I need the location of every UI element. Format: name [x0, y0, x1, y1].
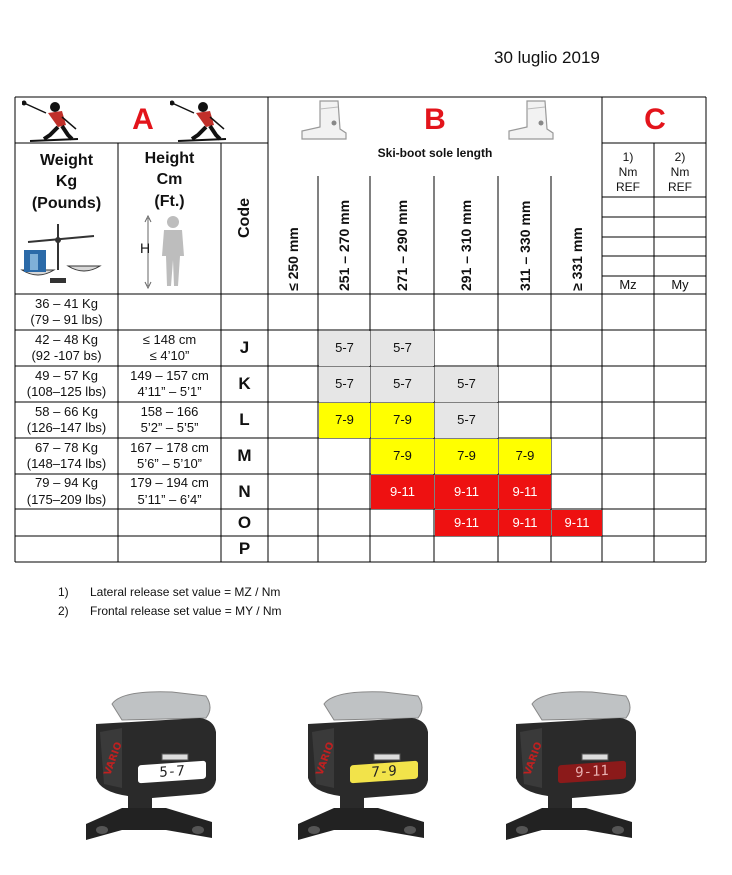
setting-cell: 5-7	[435, 367, 498, 402]
binding-1	[82, 688, 232, 853]
row-weight: 49 – 57 Kg (108–125 lbs)	[26, 367, 107, 399]
row-height: 158 – 166 5’2” – 5’5”	[140, 403, 199, 435]
row-weight	[15, 536, 118, 562]
setting-cell	[435, 537, 498, 562]
scale-icon	[20, 218, 104, 293]
setting-cell	[269, 439, 318, 474]
setting-cell	[552, 537, 602, 562]
row-weight: 79 – 94 Kg (175–209 lbs)	[26, 475, 107, 507]
setting-cell	[371, 537, 434, 562]
row-height: 179 – 194 cm 5’11” – 6’4”	[130, 475, 209, 507]
setting-cell	[435, 295, 498, 330]
setting-cell	[269, 475, 318, 509]
row-height	[118, 536, 221, 562]
note-2: 2) Frontal release set value = MY / Nm	[58, 604, 282, 618]
row-code: M	[237, 446, 252, 466]
setting-cell	[371, 510, 434, 536]
binding-setting-label: 7-9	[350, 761, 418, 784]
setting-cell	[499, 537, 551, 562]
section-b-label: B	[424, 103, 446, 137]
binding-setting-label: 5-7	[138, 761, 206, 784]
setting-cell	[269, 331, 318, 366]
setting-cell: 9-11	[499, 475, 551, 509]
binding-setting-label: 9-11	[558, 761, 626, 784]
row-code: J	[239, 338, 250, 358]
setting-cell	[499, 295, 551, 330]
setting-cell: 5-7	[319, 367, 370, 402]
setting-cell: 7-9	[371, 439, 434, 474]
row-code: N	[238, 481, 251, 501]
row-weight: 36 – 41 Kg (79 – 91 lbs)	[30, 295, 103, 327]
setting-cell	[552, 331, 602, 366]
document-date: 30 luglio 2019	[494, 48, 600, 67]
height-marker-label: H	[139, 240, 151, 257]
row-height	[118, 509, 221, 536]
section-a-label: A	[132, 103, 154, 137]
ski-boot-icon	[298, 99, 350, 146]
setting-cell: 9-11	[435, 475, 498, 509]
setting-cell	[269, 295, 318, 330]
setting-cell	[499, 403, 551, 438]
skier-icon	[22, 99, 82, 148]
sole-length-5: 311 – 330 mm	[516, 200, 533, 291]
svg-text:VARIO: VARIO	[314, 740, 337, 778]
setting-cell: 7-9	[435, 439, 498, 474]
c2-header: 2) Nm REF	[668, 149, 692, 194]
setting-cell: 5-7	[371, 367, 434, 402]
sole-length-3: 271 – 290 mm	[394, 199, 410, 291]
svg-text:VARIO: VARIO	[102, 740, 125, 778]
setting-cell	[499, 367, 551, 402]
svg-text:VARIO: VARIO	[522, 740, 545, 778]
setting-cell: 7-9	[499, 439, 551, 474]
setting-cell	[319, 439, 370, 474]
setting-cell	[371, 295, 434, 330]
row-weight: 42 – 48 Kg (92 -107 bs)	[31, 331, 102, 363]
setting-cell	[269, 537, 318, 562]
row-height	[118, 294, 221, 330]
setting-cell	[319, 510, 370, 536]
setting-cell	[552, 439, 602, 474]
row-weight	[15, 509, 118, 536]
setting-cell	[552, 295, 602, 330]
setting-cell: 5-7	[371, 331, 434, 366]
setting-cell	[552, 475, 602, 509]
setting-cell: 9-11	[552, 510, 602, 536]
code-header: Code	[236, 198, 253, 238]
setting-cell	[319, 295, 370, 330]
binding-3	[502, 688, 652, 853]
row-code	[221, 294, 268, 330]
setting-cell	[269, 510, 318, 536]
setting-cell: 9-11	[435, 510, 498, 536]
row-code: L	[239, 410, 250, 430]
row-weight: 58 – 66 Kg (126–147 lbs)	[26, 403, 107, 435]
height-header: Height Cm (Ft.)	[144, 149, 195, 210]
row-code: K	[238, 374, 251, 394]
setting-cell	[319, 537, 370, 562]
sole-length-6: ≥ 331 mm	[568, 227, 585, 291]
sole-length-1: ≤ 250 mm	[285, 227, 301, 291]
row-height: 167 – 178 cm 5’6” – 5’10”	[130, 439, 209, 471]
row-height: ≤ 148 cm ≤ 4’10”	[142, 331, 197, 363]
setting-cell	[552, 403, 602, 438]
setting-cell: 9-11	[499, 510, 551, 536]
c2-bottom-label: My	[671, 276, 689, 292]
weight-header: Weight Kg (Pounds)	[31, 151, 102, 212]
row-code: O	[237, 512, 252, 532]
sole-length-title: Ski-boot sole length	[377, 145, 493, 160]
ski-boot-icon	[505, 99, 557, 146]
setting-cell	[269, 367, 318, 402]
setting-cell	[552, 367, 602, 402]
sole-length-2: 251 – 270 mm	[336, 199, 352, 291]
skier-icon	[170, 99, 230, 148]
setting-cell: 7-9	[319, 403, 370, 438]
sole-length-4: 291 – 310 mm	[458, 199, 474, 291]
c1-header: 1) Nm REF	[616, 149, 640, 194]
setting-cell: 5-7	[319, 331, 370, 366]
c1-bottom-label: Mz	[619, 276, 637, 292]
setting-cell: 7-9	[371, 403, 434, 438]
section-c-label: C	[644, 103, 666, 137]
note-1: 1) Lateral release set value = MZ / Nm	[58, 585, 281, 599]
setting-cell: 9-11	[371, 475, 434, 509]
row-code: P	[238, 539, 251, 559]
setting-cell	[435, 331, 498, 366]
notes	[58, 583, 282, 621]
setting-cell: 5-7	[435, 403, 498, 438]
row-weight: 67 – 78 Kg (148–174 lbs)	[26, 439, 107, 471]
row-height: 149 – 157 cm 4’11” – 5’1”	[130, 367, 209, 399]
setting-cell	[319, 475, 370, 509]
setting-cell	[269, 403, 318, 438]
binding-2	[294, 688, 444, 853]
setting-cell	[499, 331, 551, 366]
